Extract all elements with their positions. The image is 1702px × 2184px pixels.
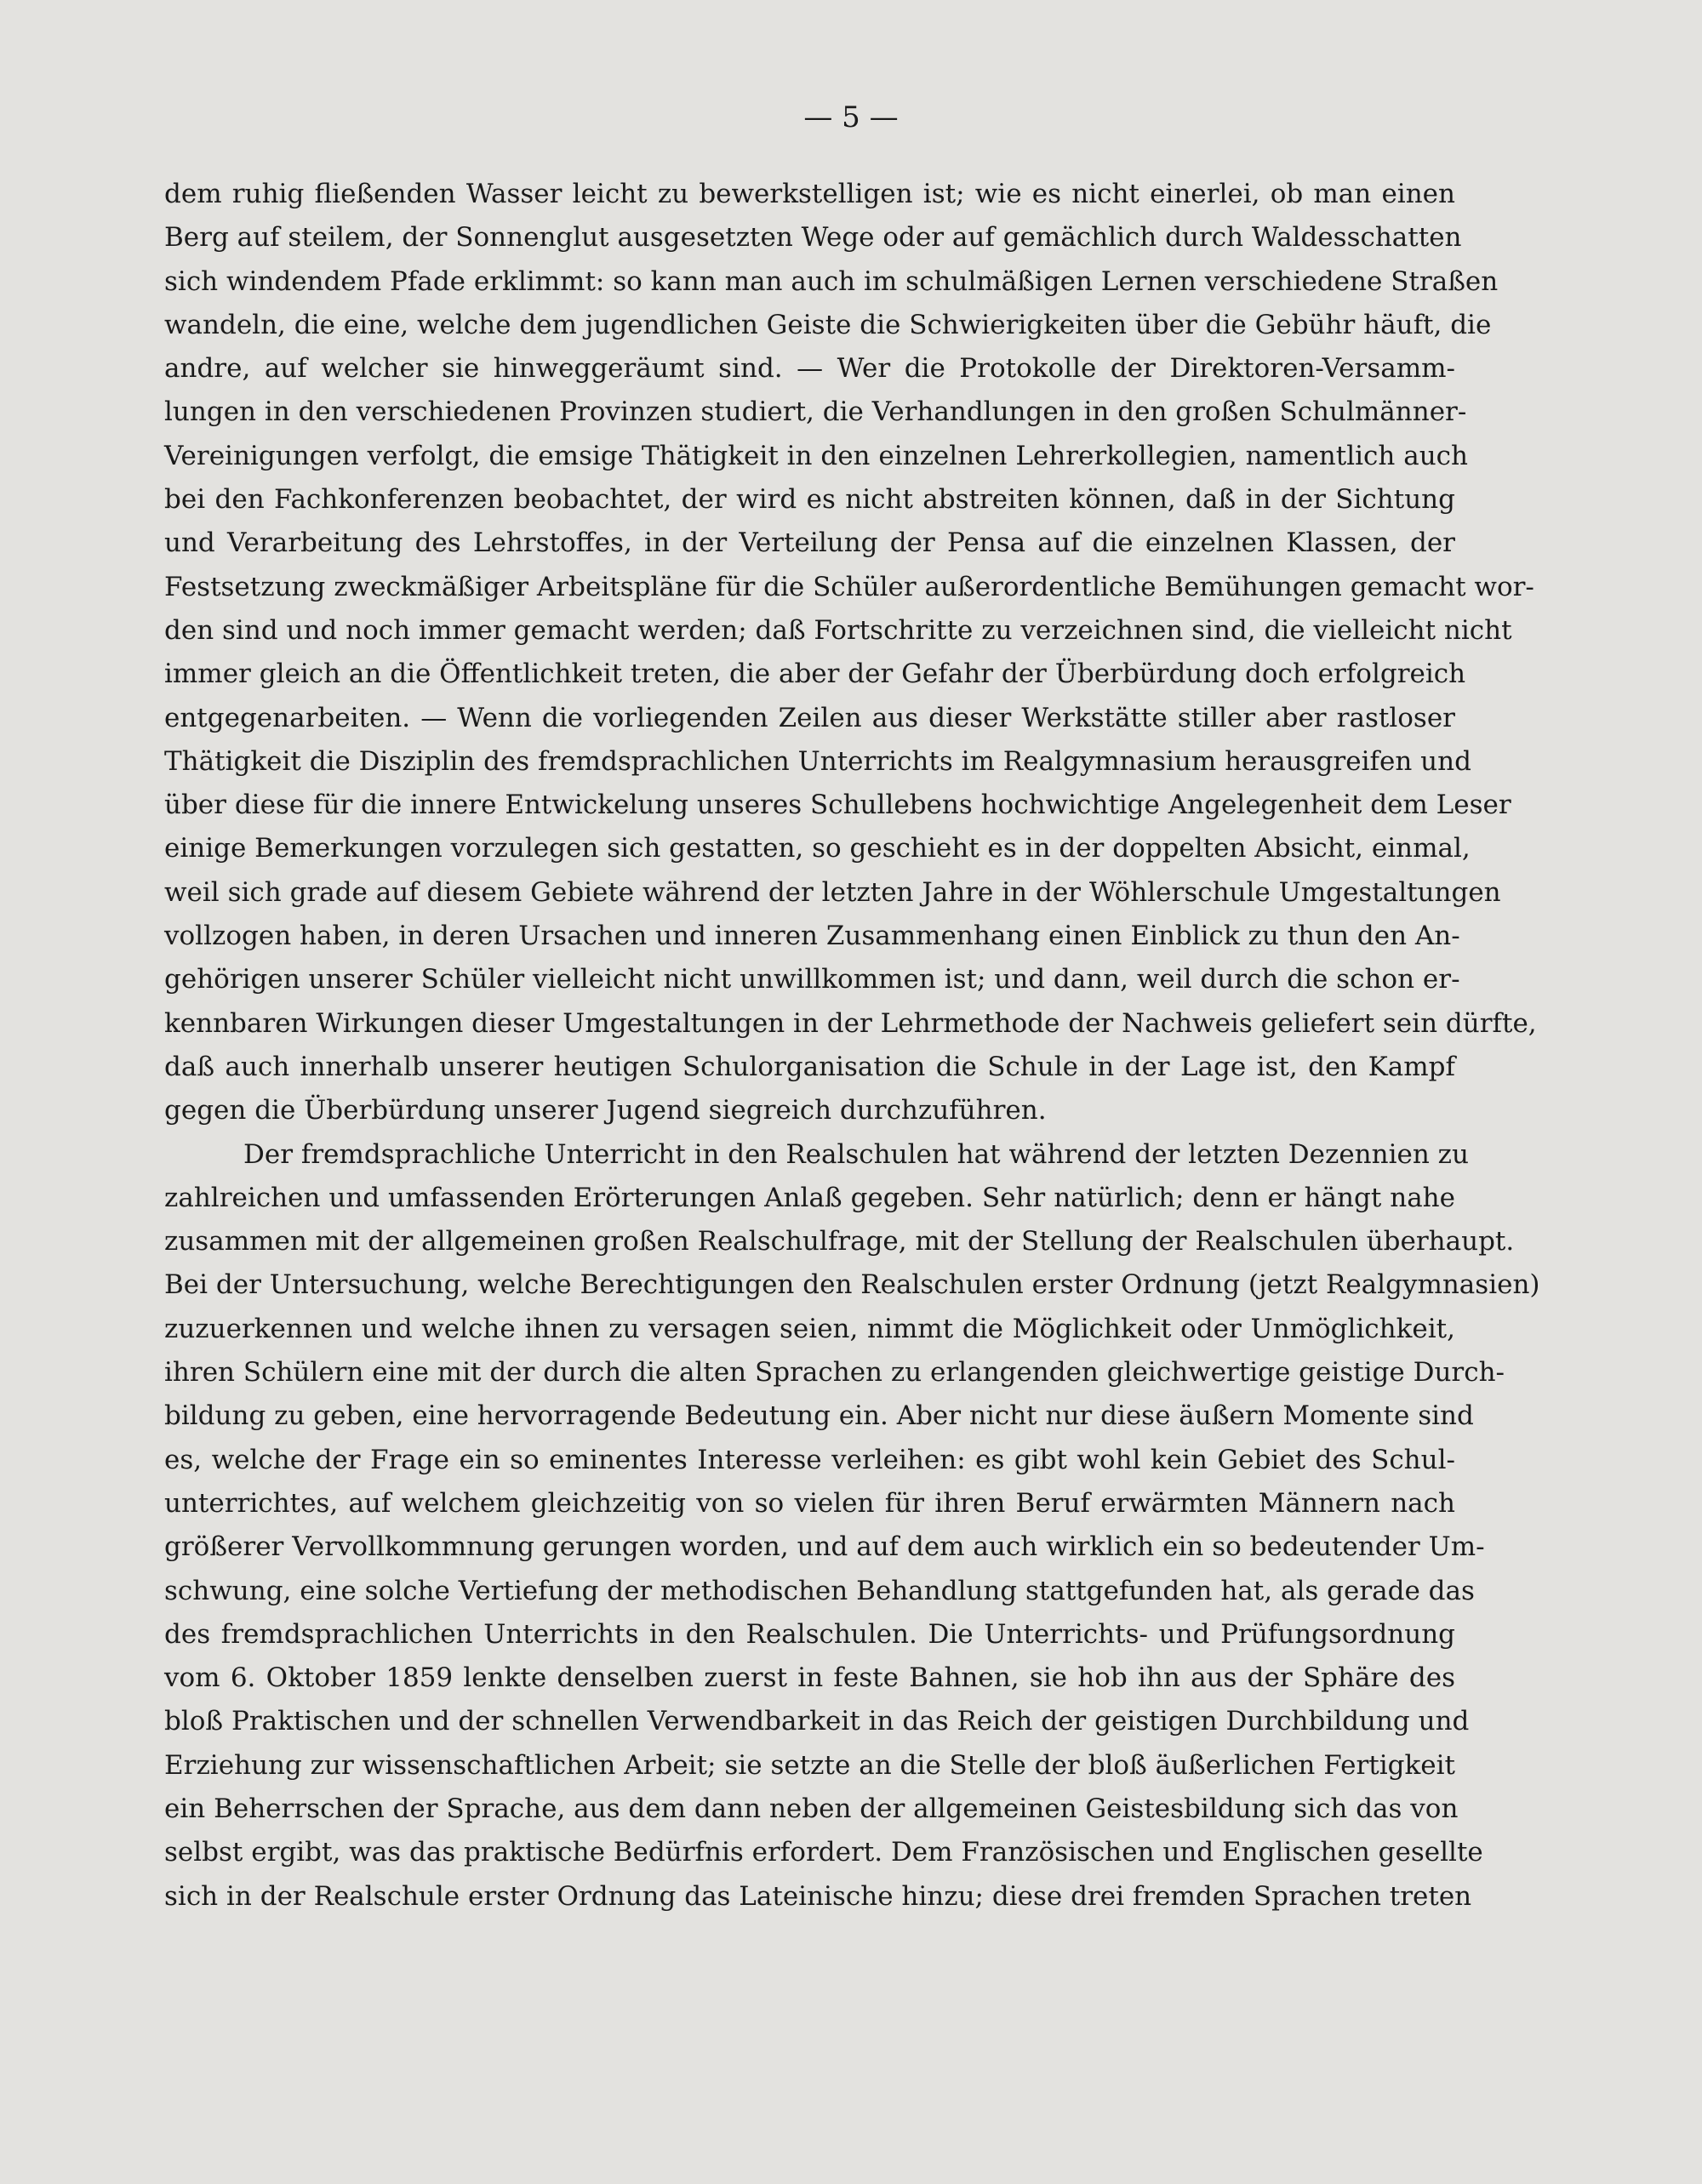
text-line: andre, auf welcher sie hinweggeräumt sind. — Wer die Protokolle der Direktoren-Versamm- (164, 353, 1455, 385)
text-line: zusammen mit der allgemeinen großen Realschulfrage, mit der Stellung der Realschulen überhaupt. (164, 1226, 1515, 1257)
text-line: vom 6. Oktober 1859 lenkte denselben zuerst in feste Bahnen, sie hob ihn aus der Sphäre des (164, 1662, 1455, 1694)
text-line: sich windendem Pfade erklimmt: so kann man auch im schulmäßigen Lernen verschiedene Straßen (164, 265, 1499, 297)
text-line: daß auch innerhalb unserer heutigen Schulorganisation die Schule in der Lage ist, den Kampf (164, 1051, 1455, 1082)
text-line: Festsetzung zweckmäßiger Arbeitspläne für die Schüler außerordentliche Bemühungen gemacht wor- (164, 571, 1534, 602)
text-line: ihren Schülern eine mit der durch die alten Sprachen zu erlangenden gleichwertige geistige Durch- (164, 1357, 1505, 1389)
text-line: vollzogen haben, in deren Ursachen und inneren Zusammenhang einen Einblick zu thun den An- (164, 921, 1460, 952)
text-line: Erziehung zur wissenschaftlichen Arbeit; sie setzte an die Stelle der bloß äußerlichen Fertigkeit (164, 1749, 1455, 1781)
text-line: lungen in den verschiedenen Provinzen studiert, die Verhandlungen in den großen Schulmänner- (164, 396, 1467, 428)
paragraph (164, 173, 1537, 1133)
text-line: entgegenarbeiten. — Wenn die vorliegenden Zeilen aus dieser Werkstätte stiller aber rastloser (164, 702, 1455, 733)
text-line: ein Beherrschen der Sprache, aus dem dann neben der allgemeinen Geistesbildung sich das von (164, 1793, 1459, 1824)
text-line: zahlreichen und umfassenden Erörterungen Anlaß gegeben. Sehr natürlich; denn er hängt nahe (164, 1182, 1455, 1213)
text-line: Berg auf steilem, der Sonnenglut ausgesetzten Wege oder auf gemächlich durch Waldesschatten (164, 222, 1462, 254)
text-line: den sind und noch immer gemacht werden; daß Fortschritte zu verzeichnen sind, die vielleicht nicht (164, 614, 1512, 646)
text-line: wandeln, die eine, welche dem jugendlichen Geiste die Schwierigkeiten über die Gebühr häuft, die (164, 309, 1492, 340)
text-line: weil sich grade auf diesem Gebiete während der letzten Jahre in der Wöhlerschule Umgestaltungen (164, 876, 1501, 908)
text-line: des fremdsprachlichen Unterrichts in den Realschulen. Die Unterrichts- und Prüfungsordnung (164, 1618, 1455, 1650)
text-line: gehörigen unserer Schüler vielleicht nicht unwillkommen ist; und dann, weil durch die schon er- (164, 964, 1460, 995)
text-line: unterrichtes, auf welchem gleichzeitig von so vielen für ihren Beruf erwärmten Männern nach (164, 1487, 1455, 1519)
text-line: es, welche der Frage ein so eminentes Interesse verleihen: es gibt wohl kein Gebiet des Schul- (164, 1444, 1455, 1475)
text-line: größerer Vervollkommnung gerungen worden, und auf dem auch wirklich ein so bedeutender Um- (164, 1531, 1485, 1563)
text-line: bei den Fachkonferenzen beobachtet, der wird es nicht abstreiten können, daß in der Sichtung (164, 484, 1455, 516)
text-line: gegen die Überbürdung unserer Jugend siegreich durchzuführen. (164, 1095, 1047, 1126)
text-line: Der fremdsprachliche Unterricht in den Realschulen hat während der letzten Dezennien zu (243, 1138, 1469, 1170)
text-line: über diese für die innere Entwickelung unseres Schullebens hochwichtige Angelegenheit dem Leser (164, 790, 1511, 821)
text-line: immer gleich an die Öffentlichkeit treten, die aber der Gefahr der Überbürdung doch erfolgreich (164, 659, 1466, 690)
text-line: und Verarbeitung des Lehrstoffes, in der Verteilung der Pensa auf die einzelnen Klassen, der (164, 527, 1455, 559)
text-line: bloß Praktischen und der schnellen Verwendbarkeit in das Reich der geistigen Durchbildung und (164, 1706, 1470, 1737)
text-line: einige Bemerkungen vorzulegen sich gestatten, so geschieht es in der doppelten Absicht, einmal, (164, 833, 1471, 864)
text-line: kennbaren Wirkungen dieser Umgestaltungen in der Lehrmethode der Nachweis geliefert sein dürfte, (164, 1007, 1537, 1039)
text-line: zuzuerkennen und welche ihnen zu versagen seien, nimmt die Möglichkeit oder Unmöglichkeit, (164, 1313, 1455, 1344)
text-line: dem ruhig fließenden Wasser leicht zu bewerkstelligen ist; wie es nicht einerlei, ob man einen (164, 179, 1455, 209)
text-line: Vereinigungen verfolgt, die emsige Thätigkeit in den einzelnen Lehrerkollegien, namentlich auch (164, 440, 1469, 471)
paragraph (164, 1133, 1540, 1919)
text-line: Bei der Untersuchung, welche Berechtigungen den Realschulen erster Ordnung (jetzt Realgymnasien) (164, 1269, 1540, 1301)
text-line: bildung zu geben, eine hervorragende Bedeutung ein. Aber nicht nur diese äußern Momente sind (164, 1400, 1474, 1432)
text-line: sich in der Realschule erster Ordnung das Lateinische hinzu; diese drei fremden Sprachen treten (164, 1880, 1472, 1912)
document-body (164, 173, 1540, 1919)
page-number: — 5 — (803, 100, 899, 134)
text-line: schwung, eine solche Vertiefung der methodischen Behandlung stattgefunden hat, als gerade das (164, 1575, 1475, 1606)
text-line: Thätigkeit die Disziplin des fremdsprachlichen Unterrichts im Realgymnasium herausgreifen und (164, 745, 1471, 777)
text-line: selbst ergibt, was das praktische Bedürfnis erfordert. Dem Französischen und Englischen gesellte (164, 1837, 1483, 1868)
